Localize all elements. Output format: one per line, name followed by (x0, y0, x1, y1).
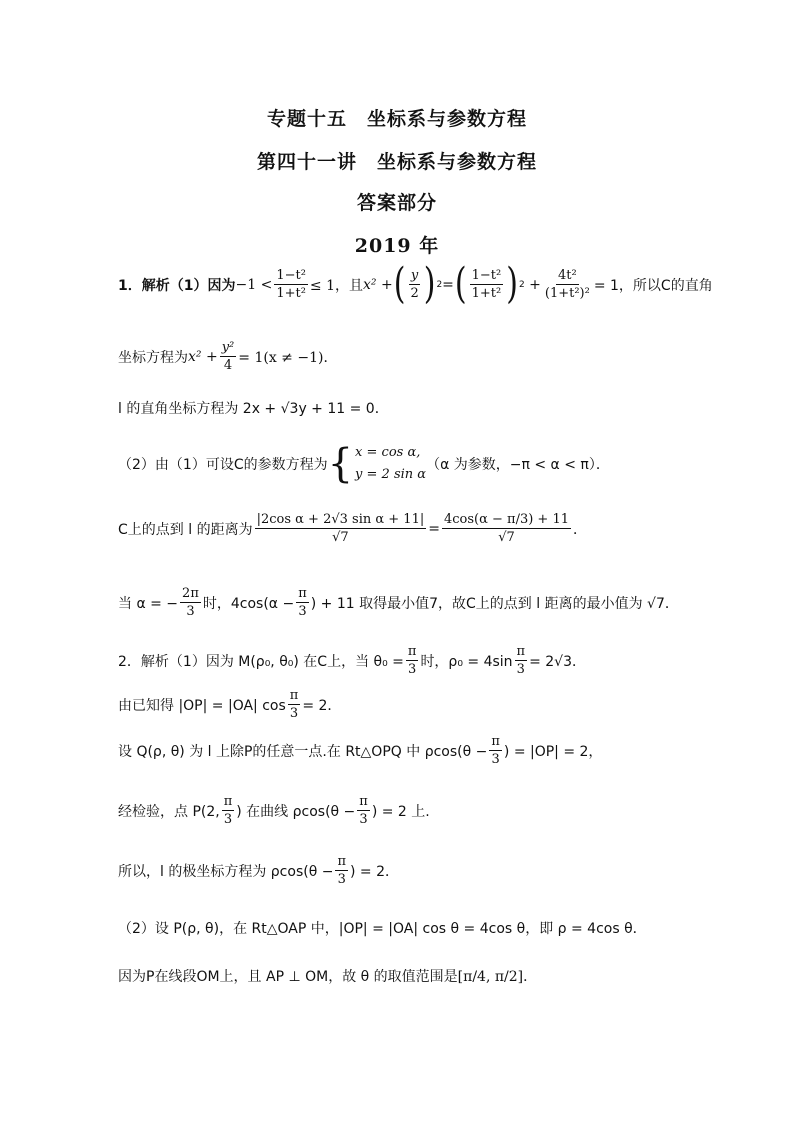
param-system: x = cos α, y = 2 sin α (355, 445, 427, 482)
q2-line1: 2．解析（1）因为 M(ρ₀, θ₀) 在C上，当 θ₀ = $\frac{\pi}{3}$ 时，ρ₀ = 4sin $\frac{\pi}{3}$ = 2√3． (118, 644, 586, 677)
q1-ineq-right: ≤ 1，且 (309, 277, 364, 294)
q1-line2: 坐标方程为 x² + $\frac{\text{y²}}{4}$ = 1(x ≠ −1)． (118, 340, 338, 373)
q1-minimum: 当 α = − $\frac{2\pi}{3}$ 时，4cos(α − $\frac{\pi}{3}$ ) + 11 取得最小值7，故C上的点到 l 距离的最小值为 √7． (118, 586, 679, 619)
q1-line3: l 的直角坐标方程为 2x + √3y + 11 = 0． (118, 401, 389, 417)
section-title: 答案部分 (356, 192, 437, 214)
q1-ineq-left: −1 < (235, 276, 273, 293)
topic-title: 专题十五 坐标系与参数方程 (266, 108, 527, 130)
q1-frac-4t: $\frac{\text{4t²}}{\text{(1+t²)²}}$ (544, 268, 590, 301)
q1-line1: 1．解析（1）因为 −1 < $\frac{\text{1−t²}}{\text{1+t²}}$ ≤ 1，且 x² + ( $\frac{y}{2}$ ) 2 = ( $\frac{\text{1−t²}}{\text{1+t²}}$ ) 2 + $\frac{\text{4t²}}{\text{(1+t²)²}}$ = 1，所以C的直角 (118, 259, 713, 309)
lecture-title: 第四十一讲 坐标系与参数方程 (256, 151, 537, 173)
q1-part2: （2）由（1）可设C的参数方程为 { x = cos α, y = 2 sin α （α 为参数，−π < α < π）． (118, 441, 610, 487)
q1-frac-y: $\frac{y}{2}$ (410, 268, 419, 301)
q2-line2: 由已知得 |OP| = |OA| cos $\frac{\pi}{3}$ = 2． (118, 688, 342, 721)
q1-eq-x2: x² + (363, 276, 393, 293)
q2-line7: 因为P在线段OM上，且 AP ⊥ OM，故 θ 的取值范围是 [π/4, π/2]． (118, 969, 538, 985)
q1-frac: $\frac{\text{1−t²}}{\text{1+t²}}$ (276, 268, 306, 301)
q1-distance: C上的点到 l 的距离为 $\frac{\text{|2cos α + 2√3 sin α + 11|}}{√7}$ = $\frac{4\cos(\alpha - \pi/3) + 11}{√7}$ ． (118, 512, 587, 545)
q2-line4: 经检验，点 P(2, $\frac{\pi}{3}$ ) 在曲线 ρcos(θ − $\frac{\pi}{3}$ ) = 2 上. (118, 794, 430, 827)
q1-lead: 1．解析（1）因为 (118, 277, 236, 294)
q1-eq-end: = 1，所以C的直角 (593, 277, 713, 294)
year-heading: 2019 年 (354, 235, 440, 257)
q2-line6: （2）设 P(ρ, θ)，在 Rt△OAP 中，|OP| = |OA| cos θ = 4cos θ，即 ρ = 4cos θ． (118, 921, 647, 937)
q2-line3: 设 Q(ρ, θ) 为 l 上除P的任意一点.在 Rt△OPQ 中 ρcos(θ − $\frac{\pi}{3}$ ) = |OP| = 2， (118, 734, 603, 767)
q2-line5: 所以，l 的极坐标方程为 ρcos(θ − $\frac{\pi}{3}$ ) = 2． (118, 854, 399, 887)
